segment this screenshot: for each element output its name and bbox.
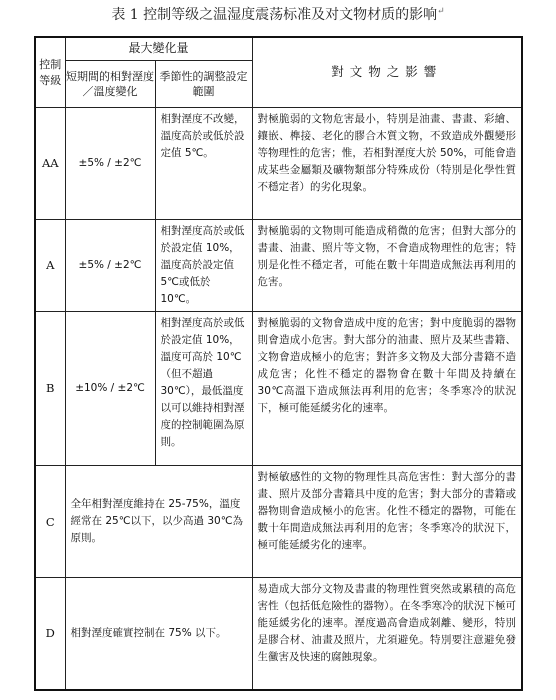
paragraph-mark: ↵ [437, 6, 445, 17]
effect-cell: 對極脆弱的文物危害最小，特別是油畫、書畫、彩繪、鑲嵌、榫接、老化的膠合木質文物，不致造成外觀變形等物理性的危害；惟，若相對溼度大於 50%，可能會造成某些金屬類及礦物類部分特殊成份（特別是化學性質不穩定者）的劣化現象。 [252, 108, 522, 220]
header-level: 控制等級 [35, 37, 65, 108]
table-row [35, 578, 522, 690]
header-effect: 對文物之影響 [252, 37, 522, 108]
level-cell: AA [35, 108, 65, 220]
effect-cell: 易造成大部分文物及書畫的物理性質突然或累積的高危害性（包括低危險性的器物）。在冬季寒冷的狀況下極可能延緩劣化的速率。溼度過高會造成剝離、變形，特別是膠合材、油畫及照片，尤須避免。特別要注意避免發生黴害及快速的腐蝕現象。 [252, 578, 522, 690]
effect-cell: 對極敏感性的文物的物理性具高危害性：對大部分的書畫、照片及部分書籍具中度的危害；對大部分的書籍或器物則會造成極小的危害。化性不穩定的器物，可能在數十年間造成無法再利用的危害；冬季寒冷的狀況下，極可能延緩劣化的速率。 [252, 466, 522, 578]
control-level-table [34, 36, 523, 691]
header-seasonal: 季節性的調整設定範圍 [155, 61, 252, 108]
header-max-change: 最大變化量 [65, 37, 252, 61]
seasonal-cell: 相對溼度不改變，溫度高於或低於設定值 5℃。 [155, 108, 252, 220]
caption-title: 表 1 控制等级之温湿度震荡标准及对文物材质的影响 [111, 7, 438, 23]
level-cell: A [35, 220, 65, 312]
table-row [35, 312, 522, 466]
table-row [35, 466, 522, 578]
header-short-term: 短期間的相對溼度／溫度變化 [65, 61, 155, 108]
effect-cell: 對極脆弱的文物會造成中度的危害；對中度脆弱的器物則會造成小危害。對大部分的油畫、照片及某些書籍、文物會造成極小的危害；對許多文物及大部分書籍不造成危害；化性不穩定的器物會在數十年間及持續在 30℃高溫下造成無法再利用的危害；冬季寒冷的狀況下，極可能延緩劣化的速率。 [252, 312, 522, 466]
combined-cell: 全年相對溼度維持在 25-75%，溫度經常在 25℃以下，以少高過 30℃為原則。 [65, 466, 252, 578]
effect-cell: 對極脆弱的文物則可能造成稍微的危害；但對大部分的書畫、油畫、照片等文物，不會造成物理性的危害；特別是化性不穩定者，可能在數十年間造成無法再利用的危害。 [252, 220, 522, 312]
short-term-cell: ±5% / ±2℃ [65, 108, 155, 220]
short-term-cell: ±5% / ±2℃ [65, 220, 155, 312]
level-cell: D [35, 578, 65, 690]
table-row [35, 220, 522, 312]
table-row [35, 108, 522, 220]
table-caption [0, 4, 556, 24]
seasonal-cell: 相對溼度高於或低於設定值 10%，溫度高於設定值 5℃或低於 10℃。 [155, 220, 252, 312]
combined-cell: 相對溼度確實控制在 75% 以下。 [65, 578, 252, 690]
level-cell: B [35, 312, 65, 466]
short-term-cell: ±10% / ±2℃ [65, 312, 155, 466]
level-cell: C [35, 466, 65, 578]
seasonal-cell: 相對溼度高於或低於設定值 10%，溫度可高於 10℃（但不超過 30℃），最低溫度以可以維持相對溼度的控制範圍為原則。 [155, 312, 252, 466]
header-row-top [35, 37, 522, 61]
